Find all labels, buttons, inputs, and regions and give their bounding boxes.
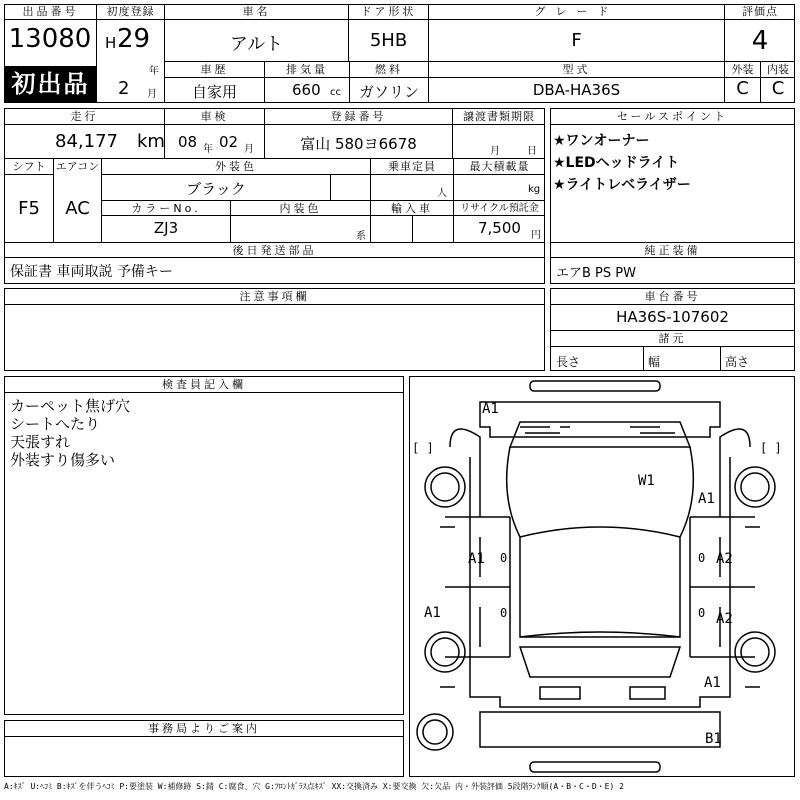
grade-value: F [571, 30, 582, 51]
diagram-left-bracket: [ ] [412, 441, 434, 455]
ext-color-value: ブラック [186, 180, 246, 198]
first-reg-year-unit: 年 [149, 66, 159, 77]
inspector-line: カーペット焦げ穴 [10, 397, 131, 415]
inspector-line: シートへたり [10, 415, 101, 433]
score-value: 4 [751, 26, 769, 56]
capacity-unit: 人 [437, 188, 447, 199]
dims-label: 諸元 [658, 332, 687, 345]
diagram-front-mark: A1 [482, 401, 499, 417]
displacement-value: 660 [292, 81, 321, 99]
equipment-label: 純正装備 [644, 244, 701, 257]
diagram-left-rear-mark: A1 [424, 605, 441, 621]
chassis-label: 車台番号 [644, 290, 701, 303]
transfer-day-unit: 日 [527, 146, 537, 157]
import-label: 輸入車 [391, 202, 433, 215]
diagram-right-bracket: [ ] [760, 441, 782, 455]
dims-width-label: 幅 [648, 355, 661, 369]
diagram-left-door-mark: A1 [468, 551, 485, 567]
diagram-right-rear-mark: A1 [704, 675, 721, 691]
diagram-small-mark: 0 [500, 551, 508, 565]
recycle-unit: 円 [531, 230, 541, 241]
capacity-label: 乗車定員 [388, 160, 436, 173]
ext-label: 外装 [731, 63, 754, 76]
inspection-year: 08 [178, 133, 198, 151]
sales-point-item: ★ワンオーナー [553, 133, 650, 149]
first-reg-year: 29 [117, 24, 151, 54]
ext-color-label: 外装色 [215, 160, 257, 173]
diagram-right-rear-door-mark: A2 [716, 611, 733, 627]
sales-point-item: ★ライトレベライザー [553, 177, 691, 193]
first-listing-badge: 初出品 [5, 66, 96, 102]
diagram-small-mark: 0 [698, 606, 706, 620]
inspector-line: 外装すり傷多い [10, 451, 116, 469]
first-reg-label: 初度登録 [106, 5, 155, 18]
mileage-label: 走行 [70, 110, 99, 123]
diagram-roof-mark: W1 [638, 473, 655, 489]
displacement-label: 排気量 [286, 63, 328, 76]
legend-text: A:ｷｽﾞ U:ﾍｺﾐ B:ｷｽﾞを伴うﾍｺﾐ P:要塗装 W:補修跡 S:錆 C:腐食、穴 G:ﾌﾛﾝﾄｶﾞﾗｽ点ｷｽﾞ XX:交換済み X:要交換 欠:欠品 内・外装評価 5段階ﾗﾝｸ順(A・B・C・D・E) 2 [4, 782, 624, 791]
shift-label: シフト [12, 160, 46, 173]
dims-length-label: 長さ [556, 355, 581, 369]
recycle-label: リサイクル預託金 [460, 203, 539, 214]
plate-value: 富山 580ヨ6678 [300, 135, 417, 153]
grade-label: グレード [534, 5, 619, 18]
fuel-value: ガソリン [358, 83, 419, 101]
first-reg-month: 2 [118, 78, 130, 99]
diagram-right-door-mark: A2 [716, 551, 733, 567]
inspector-label: 検査員記入欄 [162, 378, 246, 391]
chassis-value: HA36S-107602 [616, 308, 729, 326]
aircon-label: エアコン [55, 160, 100, 173]
dims-height-label: 高さ [725, 355, 750, 369]
inspection-month: 02 [219, 133, 239, 151]
int-color-label: 内装色 [279, 202, 322, 215]
door-label: ドア形状 [360, 5, 417, 18]
recycle-value: 7,500 [478, 219, 521, 237]
sales-point-label: セールスポイント [616, 110, 728, 123]
equipment-value: エアB PS PW [556, 266, 636, 281]
int-grade: C [771, 78, 785, 99]
later-parts-value: 保証書 車両取説 予備キー [10, 264, 173, 280]
first-reg-era: H [105, 34, 117, 52]
model-value: DBA-HA36S [532, 81, 621, 99]
diagram-small-mark: 0 [698, 551, 706, 565]
int-label: 内装 [767, 63, 789, 76]
color-no-value: ZJ3 [153, 219, 179, 237]
door-value: 5HB [369, 30, 408, 51]
history-label: 車歴 [200, 63, 229, 76]
plate-label: 登録番号 [330, 110, 387, 123]
car-name-value: アルト [229, 34, 284, 55]
office-label: 事務局よりご案内 [148, 722, 260, 735]
int-color-suffix: 系 [356, 231, 366, 242]
history-value: 自家用 [191, 83, 237, 101]
mileage-value: 84,177 [55, 131, 118, 152]
first-reg-month-unit: 月 [147, 89, 157, 100]
score-label: 評価点 [742, 5, 778, 18]
notes-label: 注意事項欄 [239, 290, 310, 303]
mileage-unit: km [137, 131, 165, 152]
lot-number: 13080 [8, 24, 92, 54]
car-name-label: 車名 [242, 5, 271, 18]
later-parts-label: 後日発送部品 [232, 244, 317, 257]
sales-point-item: ★LEDヘッドライト [553, 155, 680, 171]
inspection-month-unit: 月 [244, 144, 254, 155]
max-load-label: 最大積載量 [469, 160, 530, 173]
color-no-label: カラーNo. [131, 202, 201, 215]
max-load-unit: kg [528, 184, 541, 195]
diagram-back-mark: B1 [705, 731, 722, 747]
shift-value: F5 [18, 198, 40, 219]
inspection-year-unit: 年 [203, 144, 213, 155]
transfer-month-unit: 月 [490, 146, 500, 157]
model-label: 型式 [562, 63, 591, 76]
inspector-line: 天張すれ [10, 433, 71, 451]
displacement-unit: cc [330, 87, 341, 98]
diagram-right-front-mark: A1 [698, 491, 715, 507]
inspection-label: 車検 [200, 110, 229, 123]
aircon-value: AC [65, 198, 90, 219]
car-diagram-frame [409, 376, 795, 777]
car-diagram [410, 377, 794, 776]
fuel-label: 燃料 [375, 63, 403, 76]
ext-grade: C [736, 78, 749, 99]
lot-label: 出品番号 [22, 5, 79, 18]
diagram-small-mark: 0 [500, 606, 508, 620]
transfer-label: 譲渡書類期限 [463, 110, 535, 123]
